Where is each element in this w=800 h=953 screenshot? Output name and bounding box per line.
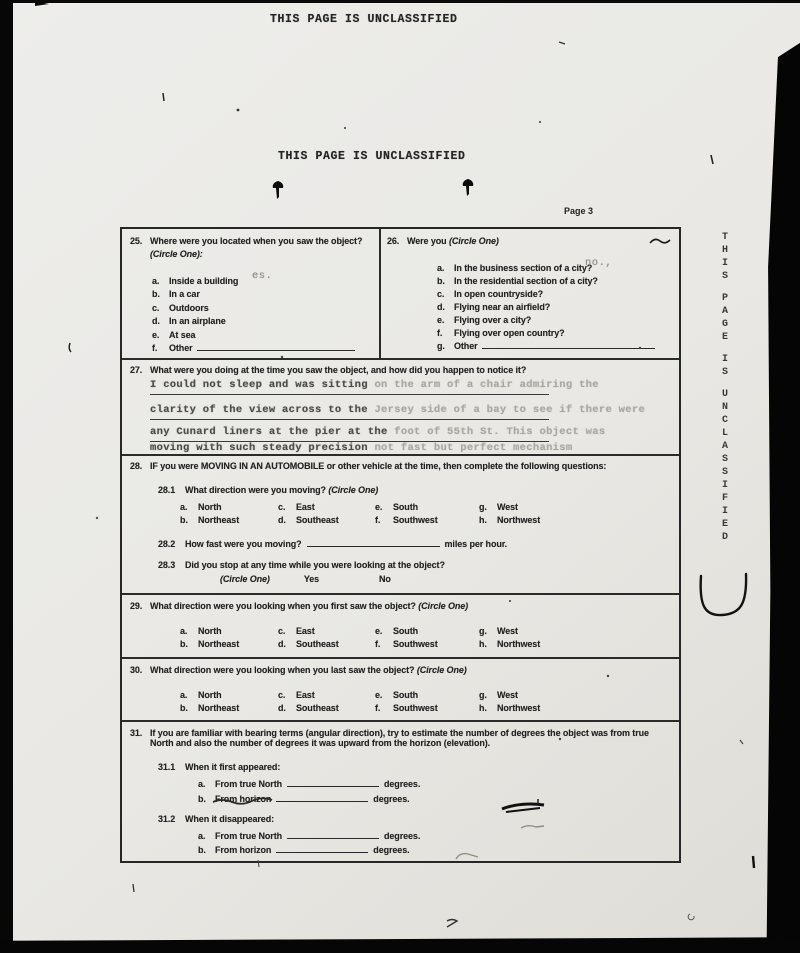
option-label: Northwest bbox=[497, 702, 541, 713]
suffix-label: degrees. bbox=[373, 794, 410, 804]
option-row bbox=[152, 315, 355, 328]
scan-edge-left bbox=[0, 0, 13, 953]
direction-option bbox=[479, 625, 518, 638]
question-text: Where were you located when you saw the object? bbox=[150, 236, 363, 246]
question-text: IF you were MOVING IN AN AUTOMOBILE or other vehicle at the time, then complete the following questions: bbox=[150, 461, 607, 471]
side-banner-letter: S bbox=[722, 467, 729, 478]
side-banner-letter: A bbox=[722, 306, 729, 317]
option-letter: a. bbox=[180, 690, 188, 700]
option-label: In the residential section of a city? bbox=[454, 276, 598, 286]
answer-text-dark: any Cunard liners at the pier at the bbox=[150, 426, 395, 438]
question-31-2a bbox=[198, 830, 420, 841]
direction-option bbox=[180, 514, 278, 527]
pin-mark-icon bbox=[460, 178, 476, 200]
side-banner-letter: L bbox=[722, 428, 729, 439]
question-30 bbox=[122, 657, 679, 720]
option-letter: f. bbox=[437, 328, 443, 338]
answer-text-dark: I could not sleep and was sitting bbox=[150, 379, 375, 391]
question-number: 26. bbox=[387, 236, 400, 246]
option-label: Southeast bbox=[296, 702, 339, 713]
pencil-mark bbox=[454, 850, 480, 862]
direction-option bbox=[479, 501, 518, 514]
side-banner-letter: C bbox=[722, 415, 729, 426]
answer-text-faint: not fast but perfect mechanism bbox=[374, 442, 573, 454]
side-banner-letter: E bbox=[722, 332, 729, 343]
option-row bbox=[437, 275, 655, 288]
option-label: North bbox=[198, 626, 222, 636]
sub-question-number: 31.1 bbox=[158, 762, 176, 772]
side-banner-letter: P bbox=[722, 293, 729, 304]
side-banner-letter: I bbox=[722, 480, 729, 491]
suffix-label: degrees. bbox=[373, 845, 410, 855]
option-letter: b. bbox=[437, 276, 445, 286]
option-letter: g. bbox=[479, 626, 487, 636]
option-letter: g. bbox=[479, 690, 487, 700]
direction-grid bbox=[180, 501, 671, 526]
typed-answer-line bbox=[150, 426, 606, 442]
option-letter: c. bbox=[278, 502, 286, 512]
direction-grid bbox=[180, 625, 671, 650]
option-list bbox=[437, 262, 655, 353]
option-row bbox=[437, 340, 655, 353]
question-number: 31. bbox=[130, 728, 143, 738]
direction-grid bbox=[180, 689, 671, 714]
direction-option bbox=[278, 501, 375, 514]
option-label: From horizon bbox=[215, 794, 272, 804]
option-label: West bbox=[497, 690, 518, 700]
sub-question-text: When it disappeared: bbox=[185, 814, 275, 824]
option-label: Flying over open country? bbox=[454, 328, 565, 338]
option-label: Southwest bbox=[393, 702, 438, 713]
pin-mark-icon bbox=[270, 180, 286, 202]
option-label: In an airplane bbox=[169, 316, 226, 327]
sub-question-number: 28.2 bbox=[158, 539, 176, 549]
ink-scribble-mark bbox=[500, 797, 548, 815]
question-28-2 bbox=[158, 538, 507, 549]
option-letter: e. bbox=[152, 329, 160, 340]
option-label: Northeast bbox=[198, 638, 240, 649]
question-text: What direction were you looking when you last saw the object? (Circle One) bbox=[150, 665, 467, 675]
scan-edge-top bbox=[0, 0, 800, 3]
question-text: If you are familiar with bearing terms (angular direction), try to estimate the number of degrees the object was from true North and also the number of degrees it was upward from the horizon (elevation). bbox=[150, 728, 649, 748]
option-row bbox=[437, 262, 655, 275]
scan-edge-right bbox=[762, 0, 800, 953]
sub-question-text: What direction were you moving? bbox=[185, 485, 326, 495]
circle-one-label: (Circle One) bbox=[448, 236, 499, 246]
question-31-2b bbox=[198, 844, 410, 855]
side-banner-letter: S bbox=[722, 271, 729, 282]
option-letter: b. bbox=[198, 794, 206, 804]
circle-one-label: (Circle One) bbox=[220, 574, 270, 584]
option-label: Northeast bbox=[198, 514, 240, 525]
typed-annotation-q26: no., bbox=[585, 257, 613, 269]
option-letter: c. bbox=[278, 626, 286, 636]
direction-row bbox=[180, 689, 671, 702]
option-label: Northwest bbox=[497, 514, 541, 525]
direction-option bbox=[479, 689, 518, 702]
question-number: 28. bbox=[130, 461, 143, 471]
option-letter: c. bbox=[437, 289, 445, 299]
direction-row bbox=[180, 514, 671, 527]
option-label: From horizon bbox=[215, 845, 272, 855]
option-letter: b. bbox=[198, 845, 206, 855]
option-letter: e. bbox=[375, 626, 383, 636]
section-q25-q26 bbox=[122, 229, 679, 358]
option-label: North bbox=[198, 690, 222, 700]
direction-option bbox=[278, 702, 375, 715]
option-letter: d. bbox=[278, 702, 286, 713]
direction-option bbox=[375, 514, 479, 527]
option-label: East bbox=[296, 626, 315, 636]
scan-edge-bottom bbox=[0, 937, 800, 953]
option-letter: h. bbox=[479, 514, 487, 525]
option-row bbox=[437, 301, 655, 314]
option-letter: g. bbox=[437, 341, 445, 351]
question-31-1a bbox=[198, 778, 420, 789]
answer-text-faint: on the arm of a chair admiring the bbox=[374, 379, 599, 391]
side-unclassified-banner bbox=[722, 231, 728, 544]
sub-question-text: Did you stop at any time while you were looking at the object? bbox=[185, 560, 445, 570]
option-label: East bbox=[296, 502, 315, 512]
direction-option bbox=[375, 501, 479, 514]
option-label: East bbox=[296, 690, 315, 700]
option-letter: e. bbox=[375, 690, 383, 700]
squiggle-mark bbox=[649, 235, 671, 247]
side-banner-letter: U bbox=[722, 389, 729, 400]
sub-question-number: 28.3 bbox=[158, 560, 176, 570]
option-row bbox=[152, 342, 355, 355]
sub-question-number: 28.1 bbox=[158, 485, 176, 495]
option-list bbox=[152, 275, 355, 355]
side-banner-letter: I bbox=[722, 258, 729, 269]
option-letter: a. bbox=[180, 502, 188, 512]
answer-text-dark: moving with such steady precision bbox=[150, 442, 375, 454]
option-letter: b. bbox=[180, 514, 188, 525]
option-label: At sea bbox=[169, 329, 196, 340]
option-letter: g. bbox=[479, 502, 487, 512]
option-letter: f. bbox=[152, 343, 158, 354]
direction-option bbox=[180, 689, 278, 702]
option-letter: d. bbox=[278, 638, 286, 649]
question-31-2 bbox=[158, 814, 274, 824]
option-letter: e. bbox=[437, 315, 445, 325]
direction-option bbox=[375, 689, 479, 702]
option-letter: a. bbox=[198, 779, 206, 789]
direction-option bbox=[278, 638, 375, 651]
option-label: Inside a building bbox=[169, 276, 239, 286]
side-banner-letter: E bbox=[722, 519, 729, 530]
circle-one-label: (Circle One) bbox=[418, 601, 469, 611]
option-letter: h. bbox=[479, 702, 487, 713]
no-label: No bbox=[379, 574, 391, 584]
option-row bbox=[152, 329, 355, 342]
option-letter: a. bbox=[198, 831, 206, 841]
question-number: 25. bbox=[130, 236, 143, 246]
option-row bbox=[437, 314, 655, 327]
questionnaire-form bbox=[120, 227, 681, 863]
question-26 bbox=[381, 229, 679, 358]
direction-option bbox=[180, 702, 278, 715]
option-letter: d. bbox=[278, 514, 286, 525]
option-letter: c. bbox=[278, 690, 286, 700]
direction-option bbox=[278, 689, 375, 702]
yes-label: Yes bbox=[303, 574, 320, 584]
blank-line bbox=[276, 844, 368, 853]
suffix-label: degrees. bbox=[384, 779, 421, 789]
direction-row bbox=[180, 625, 671, 638]
side-banner-letter: N bbox=[722, 402, 729, 413]
option-label: Outdoors bbox=[169, 302, 209, 313]
option-label: Other bbox=[169, 343, 193, 354]
answer-text-faint: foot of 55th St. This object was bbox=[394, 426, 606, 438]
direction-option bbox=[278, 514, 375, 527]
mid-unclassified-banner: THIS PAGE IS UNCLASSIFIED bbox=[278, 150, 466, 163]
option-letter: a. bbox=[180, 626, 188, 636]
question-text: Were you (Circle One) bbox=[407, 236, 499, 246]
option-label: South bbox=[393, 502, 418, 512]
option-letter: d. bbox=[152, 316, 160, 327]
circle-one-label: (Circle One) bbox=[416, 665, 467, 675]
option-label: South bbox=[393, 690, 418, 700]
sub-question-text: When it first appeared: bbox=[185, 762, 281, 772]
question-29 bbox=[122, 593, 679, 657]
sub-question-number: 31.2 bbox=[158, 814, 176, 824]
question-text: What direction were you looking when you first saw the object? (Circle One) bbox=[150, 601, 469, 611]
direction-option bbox=[180, 638, 278, 651]
question-number: 29. bbox=[130, 601, 143, 611]
ink-bracket-mark bbox=[692, 568, 754, 626]
side-banner-letter: D bbox=[722, 532, 729, 543]
question-28-3 bbox=[158, 560, 445, 570]
side-banner-letter: G bbox=[722, 319, 729, 330]
question-text: What were you doing at the time you saw the object, and how did you happen to notice it? bbox=[150, 365, 527, 375]
option-letter: d. bbox=[437, 302, 445, 312]
suffix-label: miles per hour. bbox=[444, 539, 508, 549]
option-label: Flying over a city? bbox=[454, 315, 532, 325]
side-banner-letter: H bbox=[722, 245, 729, 256]
option-label: Southeast bbox=[296, 638, 339, 649]
option-label: North bbox=[198, 502, 222, 512]
answer-text-faint: Jersey side of a bay to see if there were bbox=[374, 404, 646, 416]
option-letter: e. bbox=[375, 502, 383, 512]
typed-answer-line bbox=[150, 379, 599, 395]
direction-row bbox=[180, 501, 671, 514]
side-banner-letter: S bbox=[722, 454, 729, 465]
option-letter: a. bbox=[152, 276, 160, 286]
question-27 bbox=[122, 358, 679, 454]
option-label: Northwest bbox=[497, 638, 541, 649]
option-row bbox=[152, 288, 355, 301]
option-letter: h. bbox=[479, 638, 487, 649]
direction-row bbox=[180, 638, 671, 651]
circle-one-label: (Circle One) bbox=[328, 485, 379, 495]
blank-line bbox=[197, 342, 355, 351]
option-letter: b. bbox=[152, 289, 160, 300]
option-row bbox=[152, 302, 355, 315]
page-number: Page 3 bbox=[564, 206, 594, 216]
sub-question-text: How fast were you moving? bbox=[185, 539, 302, 549]
option-label: South bbox=[393, 626, 418, 636]
option-row bbox=[437, 288, 655, 301]
option-label: In the business section of a city? bbox=[454, 263, 593, 273]
direction-option bbox=[479, 638, 540, 651]
typed-annotation-q25: es. bbox=[252, 270, 273, 282]
option-label: Southwest bbox=[393, 514, 438, 525]
top-unclassified-banner: THIS PAGE IS UNCLASSIFIED bbox=[270, 13, 458, 26]
option-label: Southeast bbox=[296, 514, 339, 525]
option-row bbox=[437, 327, 655, 340]
suffix-label: degrees. bbox=[384, 831, 421, 841]
scribble-strikethrough bbox=[212, 796, 274, 806]
typed-answer-line bbox=[150, 404, 646, 420]
option-letter: f. bbox=[375, 638, 381, 649]
option-label: Other bbox=[454, 341, 478, 351]
blank-line bbox=[287, 830, 379, 839]
question-31 bbox=[122, 720, 679, 859]
direction-option bbox=[375, 625, 479, 638]
option-letter: f. bbox=[375, 514, 381, 525]
side-banner-letter: T bbox=[722, 232, 729, 243]
question-31-1 bbox=[158, 762, 280, 772]
option-label: West bbox=[497, 502, 518, 512]
question-31-1b bbox=[198, 793, 410, 804]
option-label: Southwest bbox=[393, 638, 438, 649]
option-label: From true North bbox=[215, 779, 282, 789]
question-28-1 bbox=[158, 485, 378, 495]
direction-option bbox=[375, 702, 479, 715]
question-25 bbox=[122, 229, 381, 358]
option-label: In open countryside? bbox=[454, 289, 544, 299]
question-number: 27. bbox=[130, 365, 143, 375]
direction-option bbox=[479, 514, 540, 527]
option-label: Flying near an airfield? bbox=[454, 302, 551, 312]
blank-line bbox=[307, 538, 440, 547]
direction-option bbox=[180, 501, 278, 514]
direction-option bbox=[479, 702, 540, 715]
blank-line bbox=[482, 340, 655, 349]
blank-line bbox=[287, 778, 379, 787]
option-letter: f. bbox=[375, 702, 381, 713]
question-number: 30. bbox=[130, 665, 143, 675]
direction-option bbox=[375, 638, 479, 651]
side-banner-letter: F bbox=[722, 493, 729, 504]
pencil-mark bbox=[520, 822, 546, 832]
option-label: West bbox=[497, 626, 518, 636]
answer-text-dark: clarity of the view across to the bbox=[150, 404, 375, 416]
side-banner-letter: I bbox=[722, 506, 729, 517]
direction-row bbox=[180, 702, 671, 715]
question-28 bbox=[122, 454, 679, 593]
option-label: From true North bbox=[215, 831, 282, 841]
side-banner-letter: S bbox=[722, 367, 729, 378]
option-letter: c. bbox=[152, 302, 160, 313]
option-label: In a car bbox=[169, 289, 200, 300]
option-letter: a. bbox=[437, 263, 445, 273]
option-letter: b. bbox=[180, 638, 188, 649]
direction-option bbox=[278, 625, 375, 638]
blank-line bbox=[276, 793, 368, 802]
direction-option bbox=[180, 625, 278, 638]
question-28-3-choices bbox=[220, 574, 391, 584]
side-banner-letter: A bbox=[722, 441, 729, 452]
option-label: Northeast bbox=[198, 702, 240, 713]
side-banner-letter: I bbox=[722, 354, 729, 365]
circle-one-label: (Circle One): bbox=[150, 249, 203, 259]
option-letter: b. bbox=[180, 702, 188, 713]
